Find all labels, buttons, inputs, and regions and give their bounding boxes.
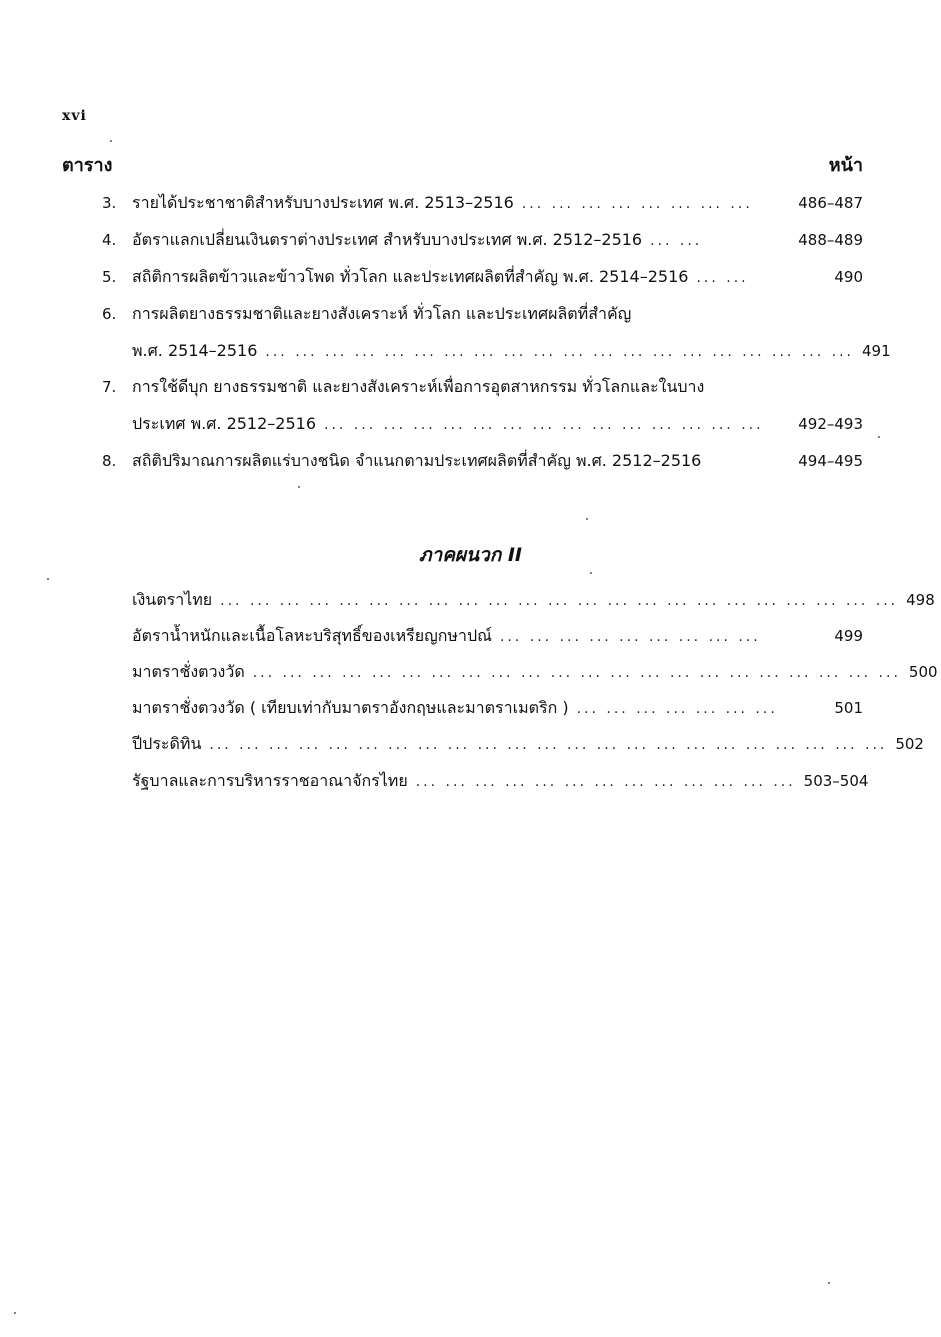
entry-title: ประเทศ พ.ศ. 2512–2516	[132, 414, 316, 433]
entry-title: สถิติปริมาณการผลิตแร่บางชนิด จำแนกตามประเทศผลิตที่สำคัญ พ.ศ. 2512–2516	[132, 451, 702, 470]
dot-leader: ... ... ... ... ... ... ...	[576, 701, 778, 717]
appendix-entry[interactable]	[0, 618, 941, 654]
scan-speck	[14, 1312, 16, 1314]
scan-speck	[110, 140, 112, 142]
scan-speck	[878, 436, 880, 438]
dot-leader: ... ... ... ... ... ... ... ... ... ... ... ... ... ... ... ... ... ... ... ... ... ...	[252, 665, 901, 681]
entry-page: 503–504	[803, 772, 869, 790]
toc-entry-6[interactable]	[0, 296, 941, 332]
entry-title: อัตราแลกเปลี่ยนเงินตราต่างประเทศ สำหรับบางประเทศ พ.ศ. 2512–2516	[132, 230, 643, 249]
entry-page: 500	[908, 663, 938, 681]
entry-number: 4.	[102, 231, 117, 249]
entry-number: 5.	[102, 268, 117, 286]
toc-entry-8[interactable]	[0, 443, 941, 479]
entry-page: 490	[834, 268, 863, 286]
column-heading-table: ตาราง	[62, 155, 113, 176]
toc-entry-5[interactable]	[0, 259, 941, 295]
appendix-heading: ภาคผนวก II	[419, 544, 522, 566]
dot-leader: ... ... ... ... ... ... ... ... ... ... ... ... ...	[415, 774, 796, 790]
entry-title: การใช้ดีบุก ยางธรรมชาติ และยางสังเคราะห์เพื่อการอุตสาหกรรม ทั่วโลกและในบาง	[132, 377, 705, 396]
appendix-entry[interactable]	[0, 654, 941, 690]
entry-page: 488–489	[798, 231, 863, 249]
entry-title: พ.ศ. 2514–2516	[132, 341, 258, 360]
dot-leader: ... ...	[696, 270, 749, 286]
entry-title: รัฐบาลและการบริหารราชอาณาจักรไทย	[132, 771, 408, 790]
scan-speck	[47, 578, 49, 580]
appendix-entry[interactable]	[0, 582, 941, 618]
entry-page: 486–487	[798, 194, 863, 212]
page-number: xvi	[62, 108, 87, 124]
entry-number: 7.	[102, 378, 117, 396]
entry-title: เงินตราไทย	[132, 590, 213, 609]
dot-leader: ... ... ... ... ... ... ... ... ... ... ... ... ... ... ...	[324, 417, 764, 433]
entry-title: ปีประดิทิน	[132, 734, 202, 753]
entry-title: การผลิตยางธรรมชาติและยางสังเคราะห์ ทั่วโลก และประเทศผลิตที่สำคัญ	[132, 304, 632, 323]
appendix-entry[interactable]	[0, 763, 941, 799]
entry-number: 6.	[102, 305, 117, 323]
scan-speck	[298, 486, 300, 488]
entry-title: สถิติการผลิตข้าวและข้าวโพด ทั่วโลก และประเทศผลิตที่สำคัญ พ.ศ. 2514–2516	[132, 267, 689, 286]
dot-leader: ... ... ... ... ... ... ... ... ... ... ... ... ... ... ... ... ... ... ... ... ... ... ...	[220, 593, 899, 609]
scan-speck	[590, 572, 592, 574]
appendix-entry[interactable]	[0, 726, 941, 762]
column-heading-page: หน้า	[828, 155, 863, 176]
entry-page: 501	[834, 699, 863, 717]
dot-leader: ... ... ... ... ... ... ... ... ... ... ... ... ... ... ... ... ... ... ... ... ... ... ...	[209, 737, 888, 753]
toc-entry-3[interactable]	[0, 185, 941, 221]
toc-entry-6-continued[interactable]	[0, 333, 941, 369]
entry-page: 499	[834, 627, 863, 645]
dot-leader: ... ... ... ... ... ... ... ... ...	[499, 629, 761, 645]
toc-entry-7-continued[interactable]	[0, 406, 941, 442]
toc-entry-4[interactable]	[0, 222, 941, 258]
entry-title: อัตราน้ำหนักและเนื้อโลหะบริสุทธิ์ของเหรียญกษาปณ์	[132, 626, 492, 645]
scan-speck	[586, 518, 588, 520]
toc-entry-7[interactable]	[0, 369, 941, 405]
entry-page: 491	[861, 342, 891, 360]
entry-page: 492–493	[798, 415, 863, 433]
appendix-entry[interactable]	[0, 690, 941, 726]
entry-page: 494–495	[798, 452, 863, 470]
entry-number: 8.	[102, 452, 117, 470]
dot-leader: ... ... ... ... ... ... ... ...	[521, 196, 753, 212]
scan-speck	[828, 1282, 830, 1284]
entry-number: 3.	[102, 194, 117, 212]
entry-page: 498	[906, 591, 935, 609]
entry-title: รายได้ประชาชาติสำหรับบางประเทศ พ.ศ. 2513–2516	[132, 193, 514, 212]
dot-leader: ... ...	[650, 233, 703, 249]
entry-title: มาตราชั่งตวงวัด	[132, 662, 245, 681]
entry-title: มาตราชั่งตวงวัด ( เทียบเท่ากับมาตราอังกฤษและมาตราเมตริก )	[132, 698, 569, 717]
entry-page: 502	[895, 735, 924, 753]
dot-leader: ... ... ... ... ... ... ... ... ... ... ... ... ... ... ... ... ... ... ... ...	[265, 344, 854, 360]
